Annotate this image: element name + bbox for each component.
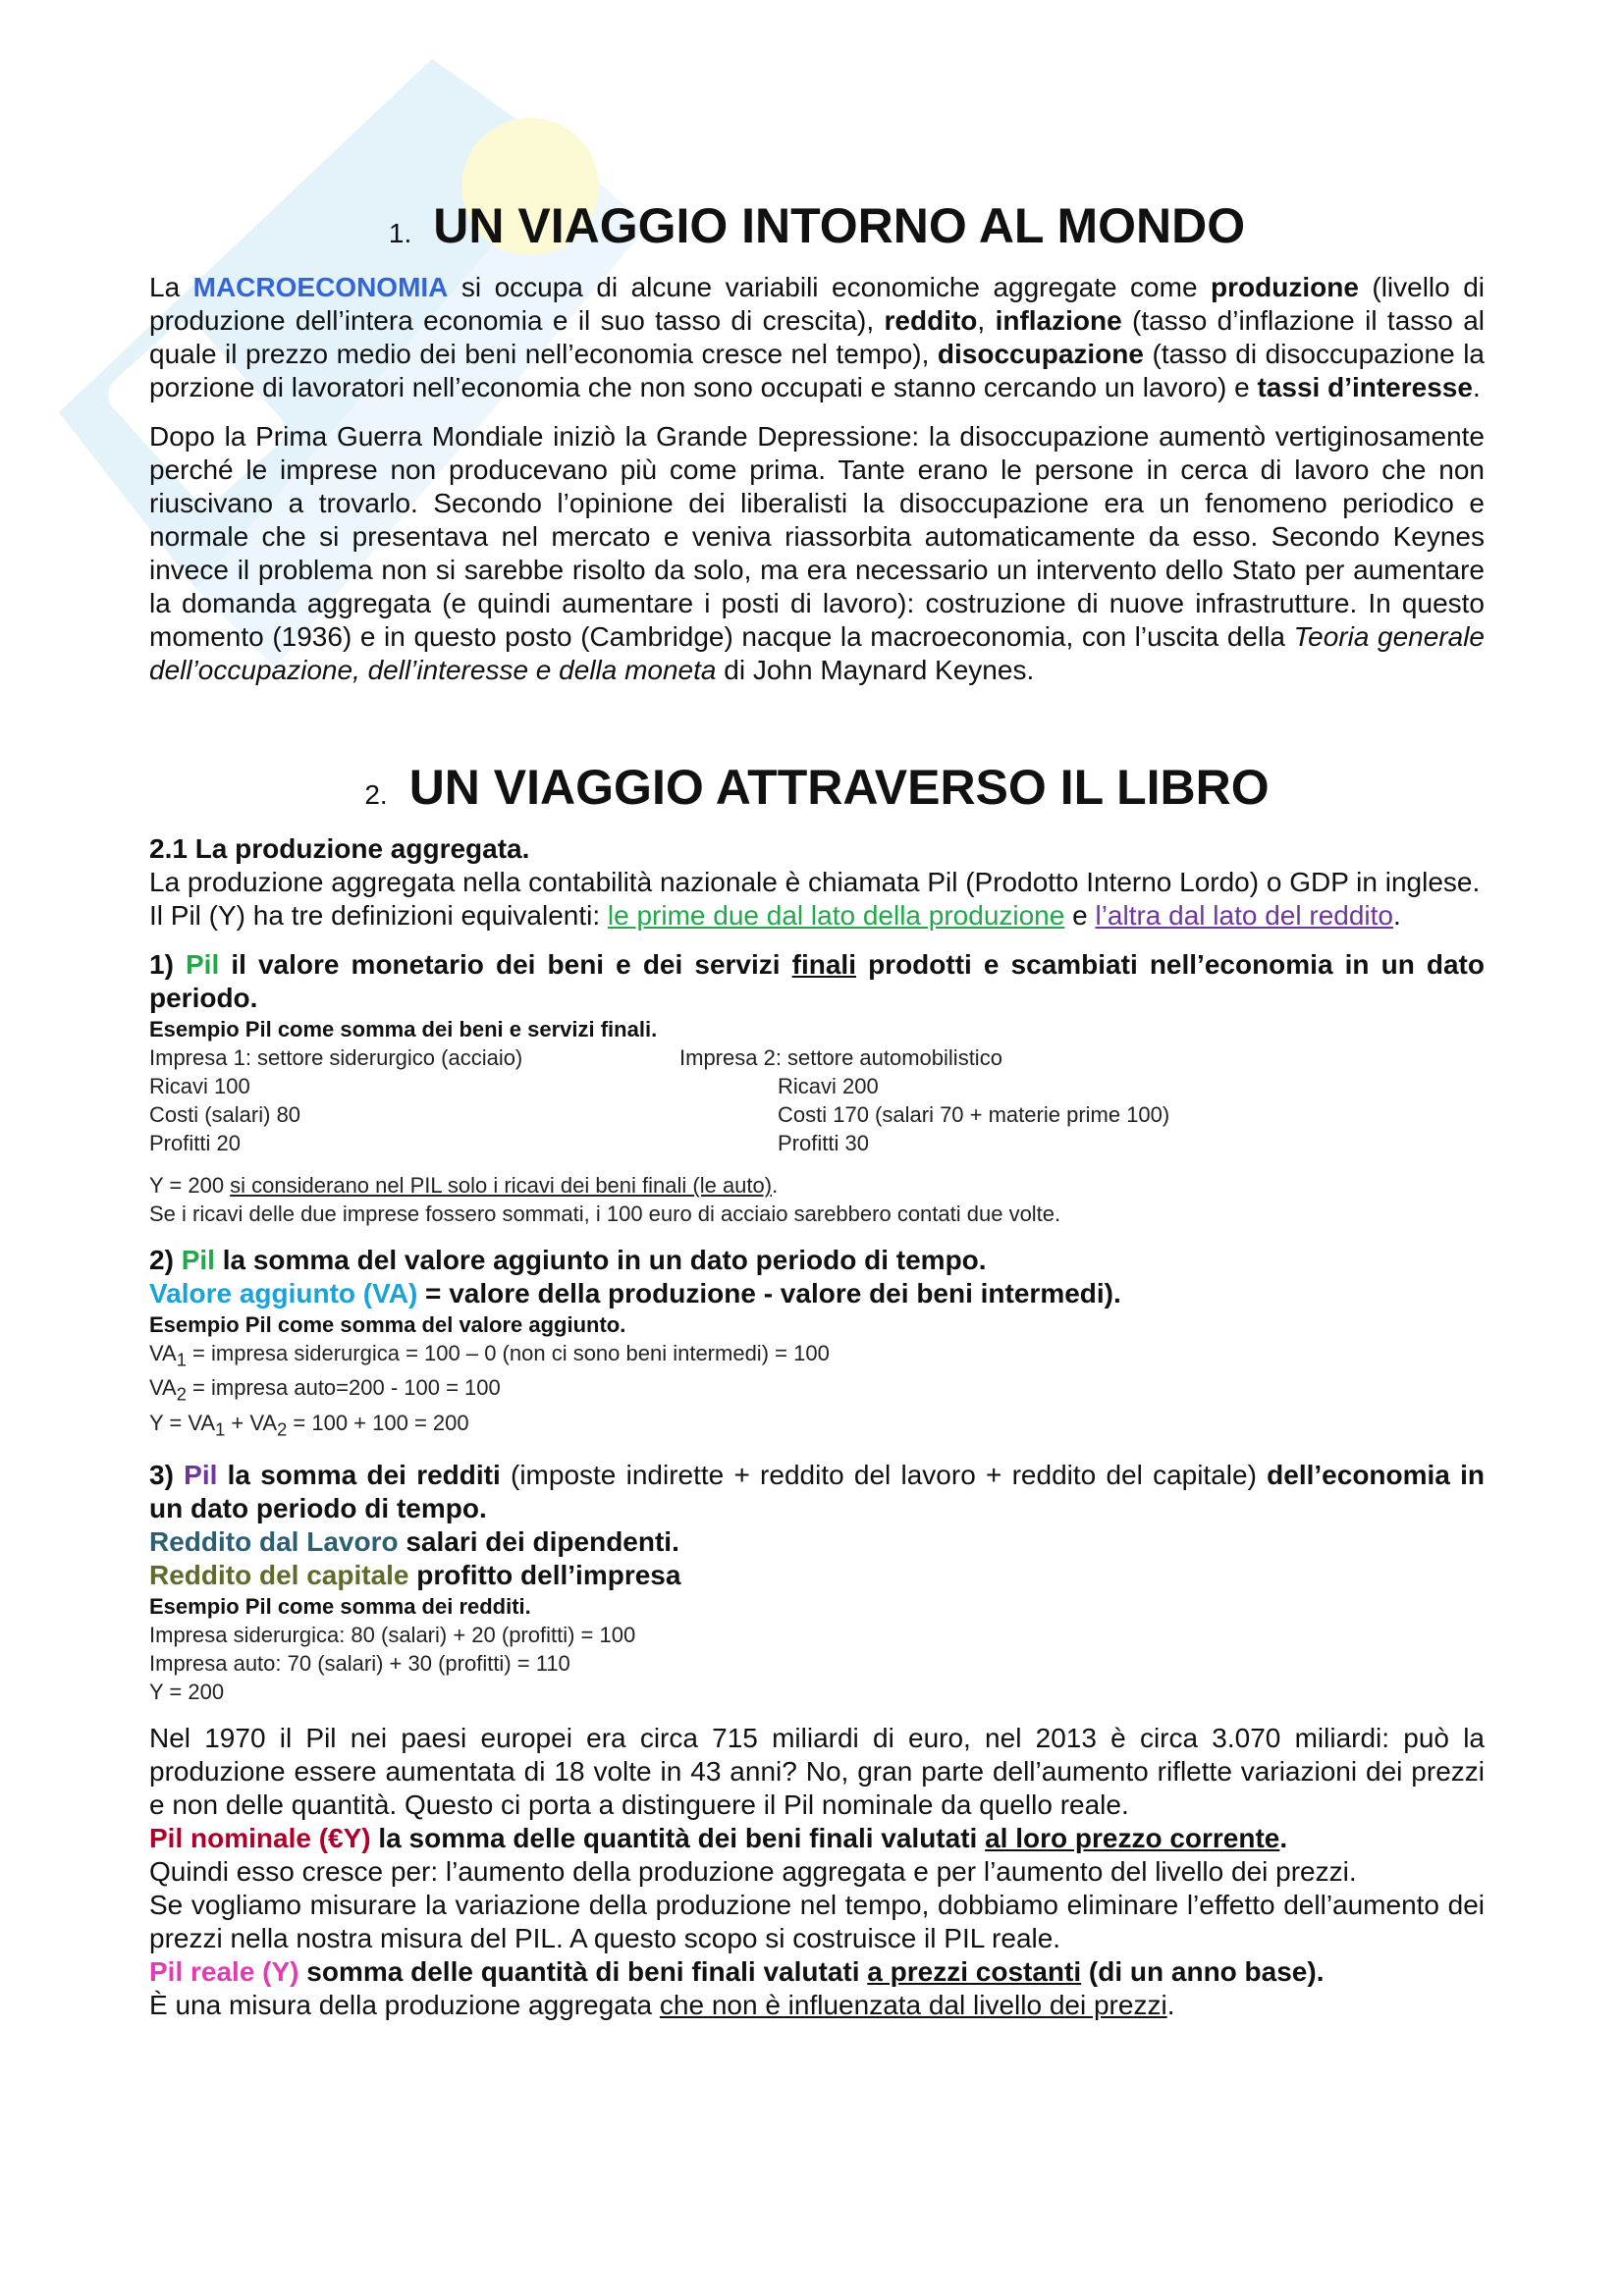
- example-2-line-3: $Y = VA_1 + VA_2 = 100 + 100 = 200$: [149, 1410, 469, 1440]
- definition-3: 3) Pil la somma dei redditi (imposte indirette + reddito del lavoro + reddito del capitale) dell’economia in un dato periodo di tempo.: [149, 1460, 1485, 1524]
- intro-line-1: La produzione aggregata nella contabilità nazionale è chiamata Pil (Prodotto Interno Lordo) o GDP in inglese.: [149, 867, 1481, 897]
- example-2-line-1: $VA_1$ = impresa siderurgica = 100 – 0 (non ci sono beni intermedi) = 100: [149, 1341, 830, 1370]
- example-row: Costi (salari) 80 Costi 170 (salari 70 + materie prime 100): [149, 1102, 1170, 1127]
- example-3-line-1: Impresa siderurgica: 80 (salari) + 20 (profitti) = 100: [149, 1623, 636, 1648]
- link-produzione[interactable]: le prime due dal lato della produzione: [607, 900, 1065, 931]
- example-2-line-2: $VA_2$ = impresa auto=200 - 100 = 100: [149, 1375, 501, 1405]
- example-1-result: Y = 200 si considerano nel PIL solo i ricavi dei beni finali (le auto).: [149, 1173, 779, 1198]
- valore-aggiunto-definition: Valore aggiunto (VA) = valore della produzione - valore dei beni intermedi).: [149, 1278, 1121, 1308]
- definition-2: 2) Pil la somma del valore aggiunto in un dato periodo di tempo.: [149, 1245, 987, 1275]
- reddito-lavoro: Reddito dal Lavoro salari dei dipendenti.: [149, 1526, 679, 1558]
- definition-1: 1) Pil il valore monetario dei beni e dei servizi finali prodotti e scambiati nell’economia in un dato periodo.: [149, 949, 1485, 1013]
- pil-reale-definition: Pil reale (Y) somma delle quantità di beni finali valutati a prezzi costanti (di un anno base).: [149, 1956, 1325, 1988]
- example-1-table: [149, 1043, 1485, 1157]
- example-3-line-2: Impresa auto: 70 (salari) + 30 (profitti) = 110: [149, 1651, 570, 1677]
- final-paragraph-2: Quindi esso cresce per: l’aumento della produzione aggregata e per l’aumento del livello dei prezzi.: [149, 1856, 1357, 1888]
- example-1-title: Esempio Pil come somma dei beni e servizi finali.: [149, 1017, 658, 1041]
- final-paragraph-1: Nel 1970 il Pil nei paesi europei era circa 715 miliardi di euro, nel 2013 è circa 3.070 miliardi: può la produzione essere aumentata di 18 volte in 43 anni? No, gran parte dell’aumento riflette variazioni dei prezzi e non delle quantità. Questo ci porta a distinguere il Pil nominale da quello reale.: [149, 1723, 1485, 1821]
- link-reddito[interactable]: l’altra dal lato del reddito: [1095, 900, 1393, 931]
- pil-nominale-definition: Pil nominale (€Y) la somma delle quantità dei beni finali valutati al loro prezzo corrente.: [149, 1823, 1288, 1854]
- subsection-title: 2.1 La produzione aggregata.: [149, 833, 530, 864]
- example-row: Impresa 1: settore siderurgico (acciaio) Impresa 2: settore automobilistico: [149, 1045, 1002, 1070]
- example-2-title: Esempio Pil come somma del valore aggiunto.: [149, 1312, 626, 1337]
- section1-title: 1. UN VIAGGIO INTORNO AL MONDO: [388, 198, 1246, 253]
- example-3-line-3: Y = 200: [149, 1680, 225, 1705]
- reddito-capitale: Reddito del capitale profitto dell’impresa: [149, 1560, 681, 1591]
- intro-line-2: Il Pil (Y) ha tre definizioni equivalenti: le prime due dal lato della produzione e l’altra dal lato del reddito.: [149, 900, 1401, 931]
- example-3-title: Esempio Pil come somma dei redditi.: [149, 1594, 531, 1620]
- section1-paragraph-1: La MACROECONOMIA si occupa di alcune variabili economiche aggregate come produzione (livello di produzione dell’intera economia e il suo tasso di crescita), reddito, inflazione (tasso d’inflazione il tasso al quale il prezzo medio dei beni nell’economia cresce nel tempo), disoccupazione (tasso di disoccupazione la porzione di lavoratori nell’economia che non sono occupati e stanno cercando un lavoro) e tassi d’interesse.: [149, 272, 1486, 402]
- final-paragraph-3: Se vogliamo misurare la variazione della produzione nel tempo, dobbiamo eliminare l’effetto dell’aumento dei prezzi nella nostra misura del PIL. A questo scopo si costruisce il PIL reale.: [149, 1890, 1485, 1954]
- example-1-note: Se i ricavi delle due imprese fossero sommati, i 100 euro di acciaio sarebbero contati due volte.: [149, 1201, 1061, 1226]
- section2-title: 2. UN VIAGGIO ATTRAVERSO IL LIBRO: [364, 760, 1270, 815]
- section1-paragraph-2: Dopo la Prima Guerra Mondiale iniziò la Grande Depressione: la disoccupazione aumentò vertiginosamente perché le imprese non producevano più come prima. Tante erano le persone in cerca di lavoro che non riuscivano a trovarlo. Secondo l’opinione dei liberalisti la disoccupazione era un fenomeno periodico e normale che si presentava nel mercato e veniva riassorbita automaticamente da esso. Secondo Keynes invece il problema non si sarebbe risolto da solo, ma era necessario un intervento dello Stato per aumentare la domanda aggregata (e quindi aumentare i posti di lavoro): costruzione di nuove infrastrutture. In questo momento (1936) e in questo posto (Cambridge) nacque la macroeconomia, con l’uscita della Teoria generale dell’occupazione, dell’interesse e della moneta di John Maynard Keynes.: [149, 421, 1485, 685]
- final-paragraph-4: È una misura della produzione aggregata che non è influenzata dal livello dei prezzi.: [149, 1990, 1175, 2021]
- example-row: Profitti 20 Profitti 30: [149, 1131, 869, 1155]
- example-row: Ricavi 100 Ricavi 200: [149, 1074, 879, 1098]
